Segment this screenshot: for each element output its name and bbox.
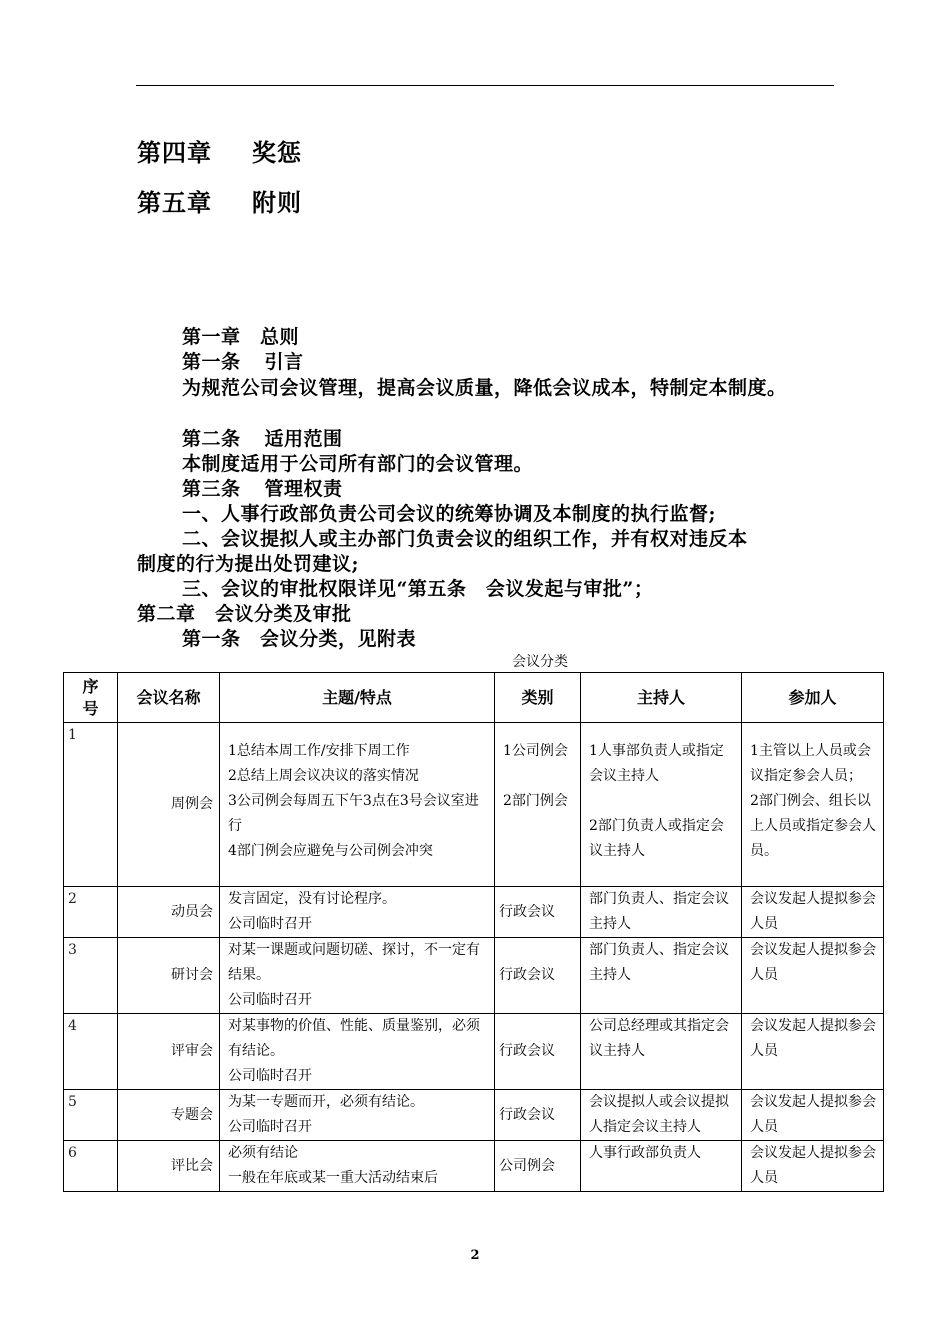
toc-chapter-title: 奖惩 (252, 138, 302, 167)
col-header-category: 类别 (495, 673, 581, 723)
table-row (64, 938, 884, 1014)
chapter-2-article-1: 第一条 会议分类，见附表 (182, 628, 417, 650)
cell-topic: 必须有结论 一般在年底或某一重大活动结束后 (220, 1141, 495, 1192)
article-2-text: 本制度适用于公司所有部门的会议管理。 (182, 453, 534, 475)
cell-num: 1 (64, 723, 118, 887)
table-row (64, 1141, 884, 1192)
toc-chapter-title: 附则 (252, 188, 302, 217)
cell-attendees: 会议发起人提拟参会人员 (742, 1141, 884, 1192)
cell-name: 周例会 (118, 723, 220, 887)
cell-category: 1公司例会 2部门例会 (495, 723, 581, 887)
page-number: 2 (470, 1248, 480, 1263)
cell-topic: 对某事物的价值、性能、质量鉴别，必须有结论。 公司临时召开 (220, 1014, 495, 1090)
table-header-row (64, 673, 884, 723)
cell-num: 2 (64, 887, 118, 938)
table-caption: 会议分类 (512, 654, 568, 670)
cell-host: 1人事部负责人或指定会议主持人 2部门负责人或指定会议主持人 (581, 723, 742, 887)
chapter-2-heading: 第二章 会议分类及审批 (137, 603, 352, 625)
article-number: 第二条 (182, 428, 241, 450)
cell-host: 部门负责人、指定会议主持人 (581, 887, 742, 938)
cell-category: 行政会议 (495, 887, 581, 938)
cell-attendees: 会议发起人提拟参会人员 (742, 887, 884, 938)
cell-category: 行政会议 (495, 1014, 581, 1090)
cell-name: 动员会 (118, 887, 220, 938)
cell-num: 5 (64, 1090, 118, 1141)
cell-num: 3 (64, 938, 118, 1014)
col-header-num: 序号 (64, 673, 118, 723)
cell-name: 评比会 (118, 1141, 220, 1192)
cell-attendees: 会议发起人提拟参会人员 (742, 938, 884, 1014)
cell-category: 公司例会 (495, 1141, 581, 1192)
cell-attendees: 会议发起人提拟参会人员 (742, 1014, 884, 1090)
cell-name: 评审会 (118, 1014, 220, 1090)
article-3-item-3: 三、会议的审批权限详见“第五条 会议发起与审批”； (182, 578, 654, 600)
toc-chapter-4 (137, 133, 302, 168)
article-title: 引言 (264, 351, 304, 373)
meeting-classification-table (63, 672, 884, 1192)
cell-host: 公司总经理或其指定会议主持人 (581, 1014, 742, 1090)
toc-chapter-5 (137, 183, 302, 218)
table-row (64, 1090, 884, 1141)
col-header-name: 会议名称 (118, 673, 220, 723)
table-row (64, 723, 884, 887)
article-title: 管理权责 (264, 478, 343, 500)
toc-chapter-number: 第五章 (137, 188, 212, 217)
cell-attendees: 1主管以上人员或会议指定参会人员； 2部门例会、组长以上人员或指定参会人员。 (742, 723, 884, 887)
cell-host: 人事行政部负责人 (581, 1141, 742, 1192)
toc-chapter-number: 第四章 (137, 138, 212, 167)
article-title: 适用范围 (264, 428, 343, 450)
article-number: 第一条 (182, 351, 241, 373)
cell-attendees: 会议发起人提拟参会人员 (742, 1090, 884, 1141)
cell-topic: 为某一专题而开，必须有结论。 公司临时召开 (220, 1090, 495, 1141)
cell-topic: 对某一课题或问题切磋、探讨，不一定有结果。 公司临时召开 (220, 938, 495, 1014)
col-header-topic: 主题/特点 (220, 673, 495, 723)
col-header-host: 主持人 (581, 673, 742, 723)
cell-topic: 1总结本周工作/安排下周工作 2总结上周会议决议的落实情况 3公司例会每周五下午3点在3号会议室进行 4部门例会应避免与公司例会冲突 (220, 723, 495, 887)
cell-num: 6 (64, 1141, 118, 1192)
cell-host: 会议提拟人或会议提拟人指定会议主持人 (581, 1090, 742, 1141)
header-rule (136, 85, 834, 86)
table-row (64, 1014, 884, 1090)
cell-name: 研讨会 (118, 938, 220, 1014)
article-3-heading (182, 474, 343, 501)
cell-category: 行政会议 (495, 1090, 581, 1141)
article-1-heading (182, 347, 304, 374)
article-number: 第三条 (182, 478, 241, 500)
article-3-item-1: 一、人事行政部负责公司会议的统筹协调及本制度的执行监督; (182, 503, 717, 525)
cell-topic: 发言固定，没有讨论程序。 公司临时召开 (220, 887, 495, 938)
cell-category: 行政会议 (495, 938, 581, 1014)
chapter-1-heading: 第一章 总则 (182, 326, 300, 348)
article-3-item-2: 二、会议提拟人或主办部门负责会议的组织工作，并有权对违反本 (182, 528, 748, 550)
cell-host: 部门负责人、指定会议主持人 (581, 938, 742, 1014)
article-1-text: 为规范公司会议管理，提高会议质量，降低会议成本，特制定本制度。 (182, 377, 787, 399)
cell-num: 4 (64, 1014, 118, 1090)
article-2-heading (182, 424, 343, 451)
article-3-item-2-cont: 制度的行为提出处罚建议; (137, 553, 360, 575)
cell-name: 专题会 (118, 1090, 220, 1141)
table-row (64, 887, 884, 938)
col-header-attendees: 参加人 (742, 673, 884, 723)
